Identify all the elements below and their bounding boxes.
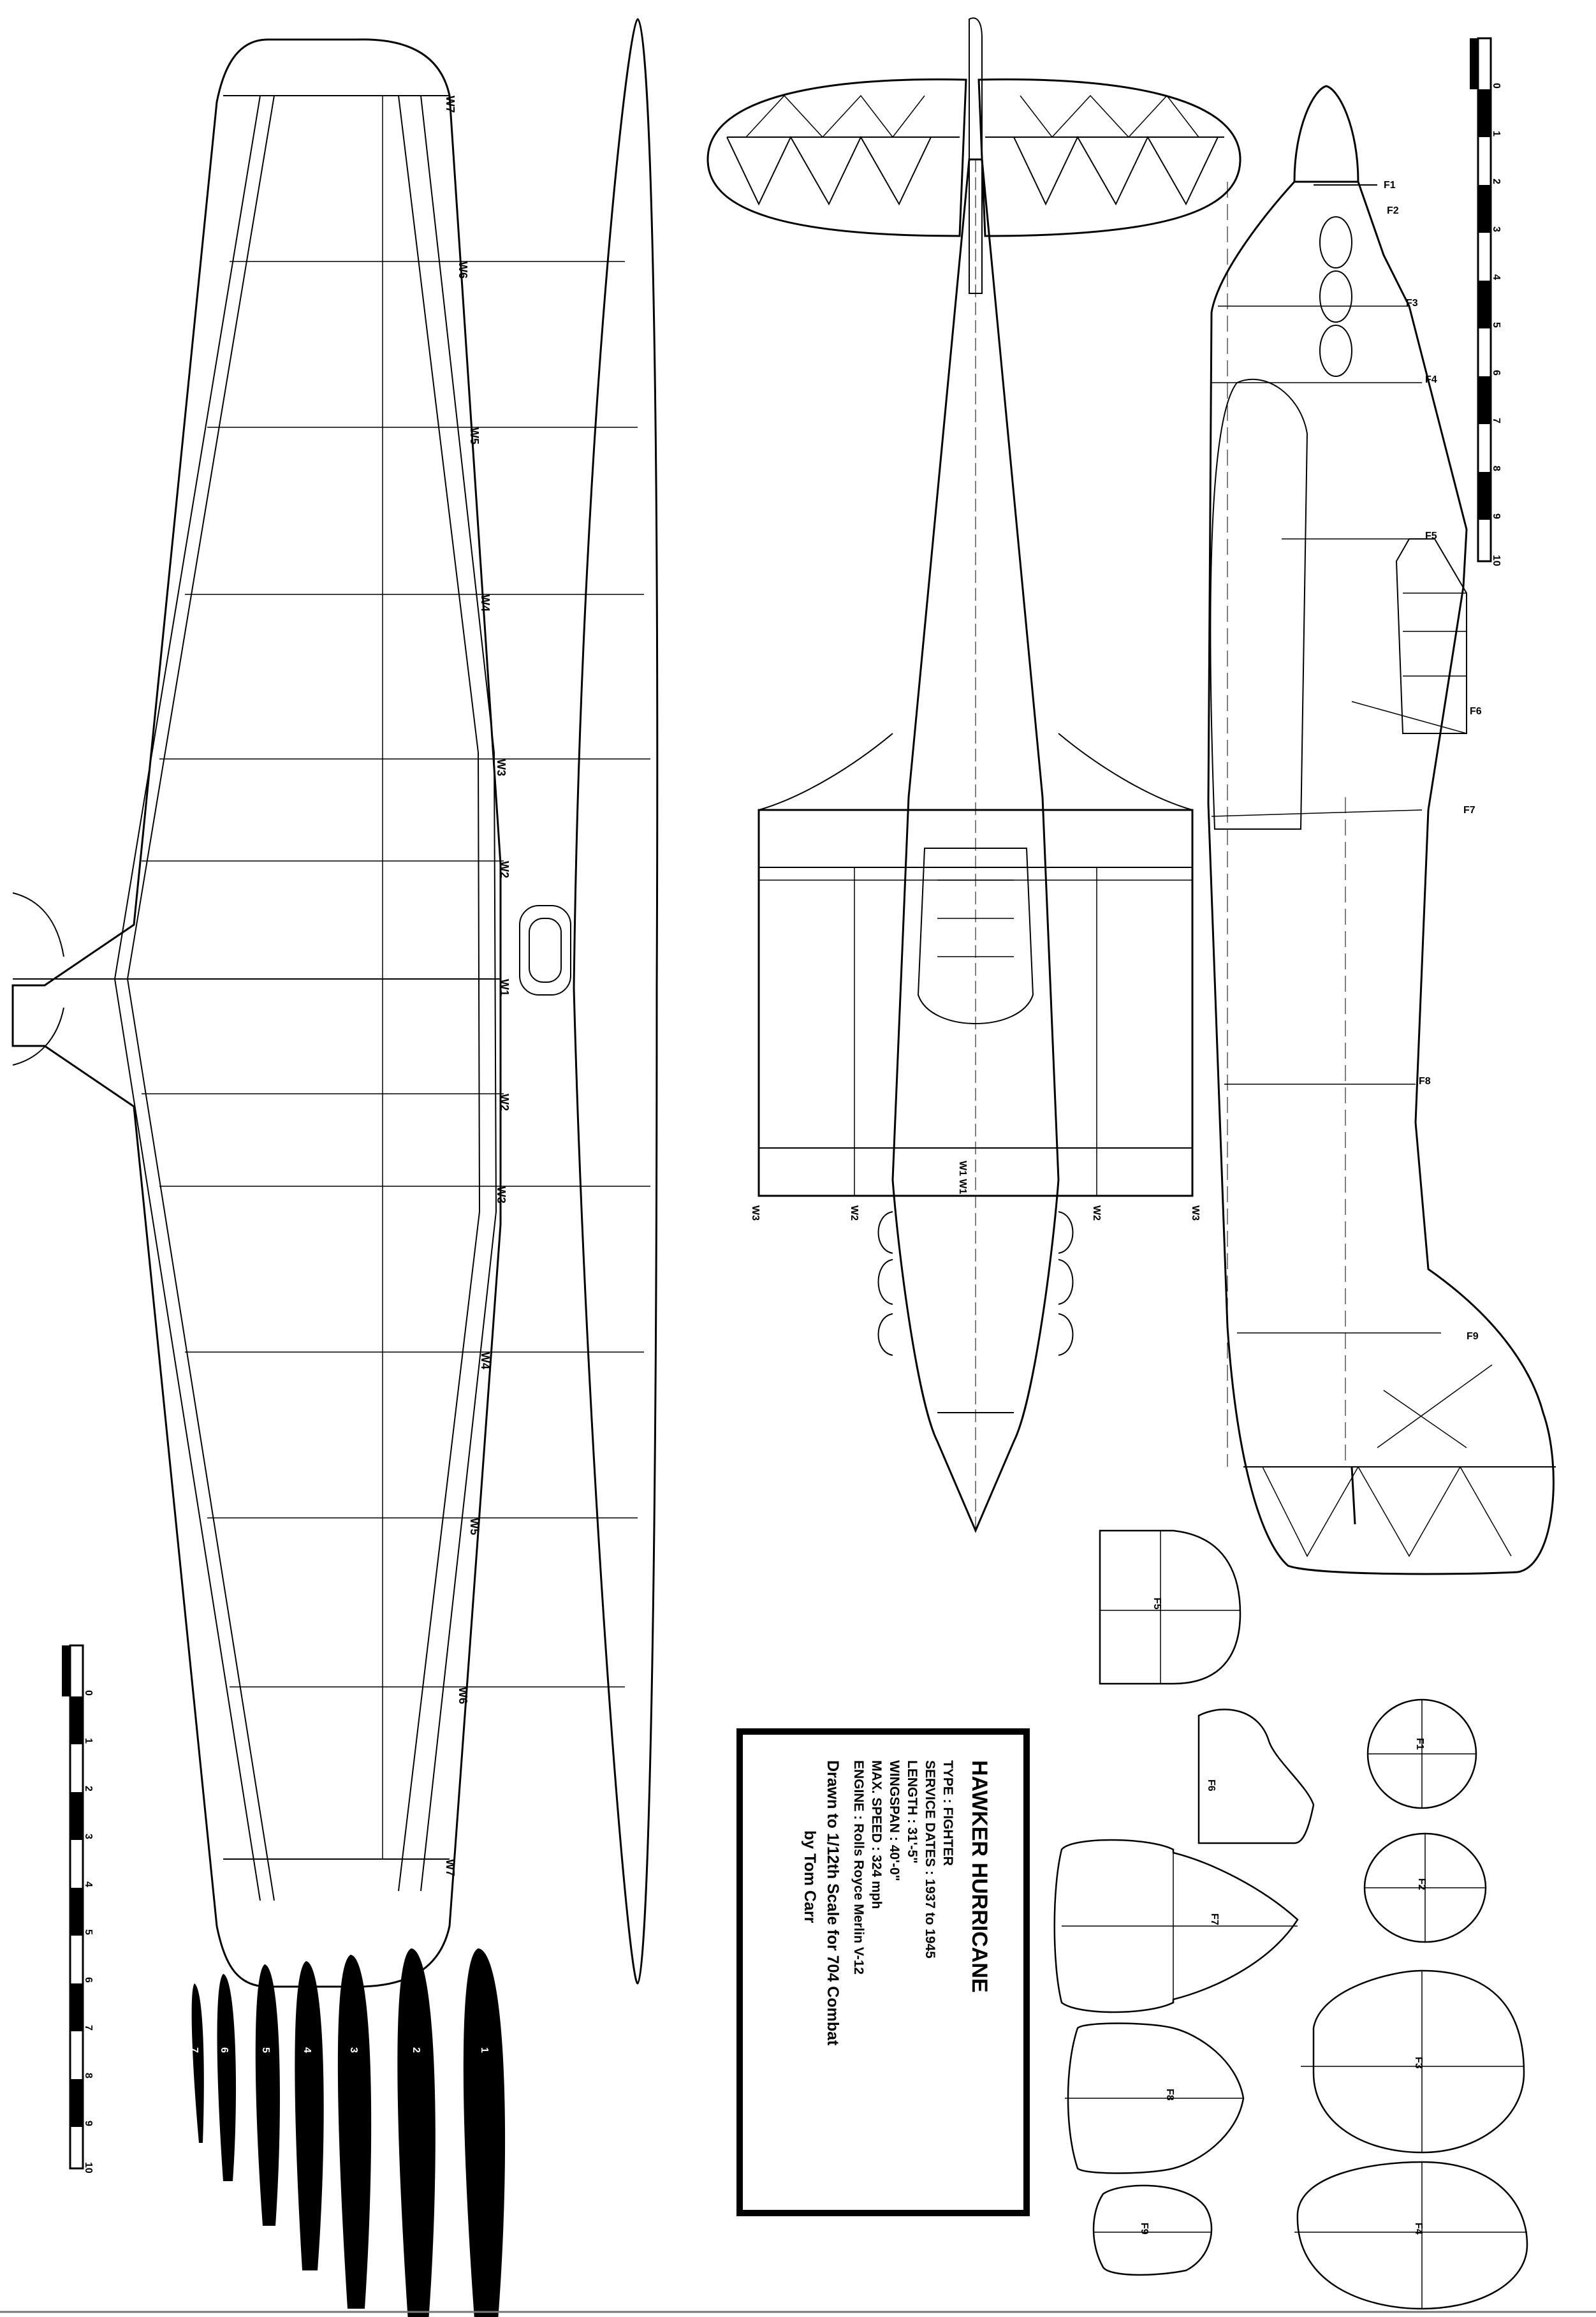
title-line: WINGSPAN : 40'-0" <box>887 1760 902 1881</box>
scale-tick: 0 <box>83 1690 94 1696</box>
scale-tick: 1 <box>1491 131 1502 136</box>
rib-label: 5 <box>260 2047 271 2053</box>
station-label: F2 <box>1387 205 1399 216</box>
station-label: W1 <box>498 979 511 996</box>
station-label: F5 <box>1425 531 1437 541</box>
scale-tick: 6 <box>1491 370 1502 376</box>
scale-tick: 2 <box>83 1786 94 1791</box>
station-label: F8 <box>1419 1076 1431 1087</box>
scale-tick: 7 <box>1491 418 1502 423</box>
station-label: F4 <box>1425 374 1437 385</box>
station-label: W6 <box>457 1687 469 1704</box>
station-label: W4 <box>479 1352 492 1369</box>
station-label: F1 <box>1384 180 1396 191</box>
scale-tick: 6 <box>83 1977 94 1983</box>
station-label: W1 W1 <box>957 1161 968 1195</box>
former-label: F8 <box>1164 2089 1175 2101</box>
former-label: F5 <box>1152 1598 1162 1610</box>
scale-tick: 1 <box>83 1738 94 1744</box>
station-label: W3 <box>1190 1205 1201 1221</box>
former-label: F2 <box>1416 1878 1427 1890</box>
rib-label: 2 <box>411 2047 421 2053</box>
former-label: F1 <box>1414 1738 1425 1750</box>
title-line: LENGTH : 31'-5" <box>905 1760 919 1864</box>
station-label: W3 <box>750 1205 761 1221</box>
title-heading: HAWKER HURRICANE <box>967 1760 992 1993</box>
station-label: F7 <box>1463 805 1475 816</box>
scale-tick: 3 <box>83 1834 94 1839</box>
station-label: W7 <box>444 1859 457 1876</box>
scale-tick: 4 <box>1491 274 1502 280</box>
station-label: W3 <box>495 759 508 776</box>
scale-tick: 10 <box>1491 555 1502 566</box>
station-label: F3 <box>1406 298 1418 309</box>
title-line: TYPE : FIGHTER <box>941 1760 955 1866</box>
scale-tick: 3 <box>1491 226 1502 232</box>
former-label: F4 <box>1413 2223 1424 2235</box>
rib-label: 3 <box>348 2047 359 2053</box>
former-label: F9 <box>1139 2223 1150 2235</box>
scale-tick: 5 <box>83 1929 94 1935</box>
scale-tick: 8 <box>1491 466 1502 471</box>
rib-label: 7 <box>189 2047 200 2053</box>
title-line: by Tom Carr <box>801 1830 819 1923</box>
station-label: F9 <box>1467 1331 1479 1342</box>
station-label: W2 <box>498 1094 511 1111</box>
station-label: W2 <box>1091 1205 1102 1221</box>
station-label: F6 <box>1470 706 1482 717</box>
former-label: F3 <box>1413 2057 1424 2069</box>
station-label: W2 <box>849 1205 860 1221</box>
former-label: F7 <box>1209 1913 1220 1925</box>
scale-tick: 7 <box>83 2025 94 2031</box>
title-line: Drawn to 1/12th Scale for 704 Combat <box>824 1760 842 2046</box>
station-label: W7 <box>444 96 457 113</box>
scale-tick: 8 <box>83 2073 94 2078</box>
title-line: SERVICE DATES : 1937 to 1945 <box>923 1760 937 1959</box>
scale-tick: 10 <box>83 2162 94 2174</box>
former-label: F6 <box>1206 1779 1217 1791</box>
title-line: MAX. SPEED : 324 mph <box>869 1760 884 1909</box>
station-label: W4 <box>479 594 492 612</box>
scale-tick: 5 <box>1491 322 1502 328</box>
station-label: W2 <box>498 861 511 878</box>
scale-tick: 0 <box>1491 83 1502 89</box>
scale-tick: 9 <box>1491 513 1502 519</box>
scale-tick: 2 <box>1491 179 1502 184</box>
title-line: ENGINE : Rolls Royce Merlin V-12 <box>851 1760 866 1975</box>
scale-tick: 4 <box>83 1881 94 1887</box>
rib-label: 6 <box>219 2047 230 2053</box>
rib-label: 4 <box>302 2047 312 2053</box>
scale-tick: 9 <box>83 2121 94 2126</box>
station-label: W5 <box>468 427 481 445</box>
station-label: W5 <box>468 1518 481 1535</box>
station-label: W6 <box>457 261 469 279</box>
rib-label: 1 <box>479 2047 490 2053</box>
station-label: W3 <box>495 1186 508 1203</box>
